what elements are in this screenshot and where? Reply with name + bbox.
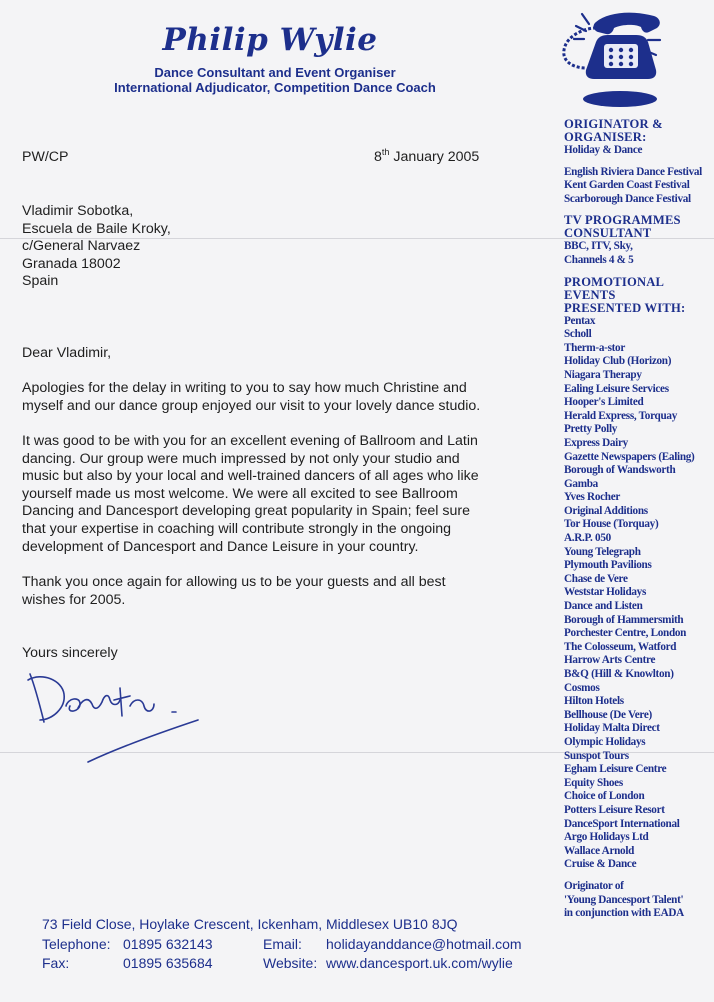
website-label: Website:: [263, 955, 318, 971]
paragraph-line: that your expertise in coaching will contribute strongly in the ongoing: [22, 520, 452, 537]
paragraph-line: music but also by your local and well-trained dancers of all ages who like: [22, 468, 479, 485]
promo-item: Cruise & Dance: [564, 858, 637, 871]
address-line: Granada 18002: [22, 255, 121, 272]
festival-item: Scarborough Dance Festival: [564, 192, 691, 205]
festival-item: English Riviera Dance Festival: [564, 165, 702, 178]
promo-item: Potters Leisure Resort: [564, 803, 665, 816]
promo-item: Chase de Vere: [564, 572, 628, 585]
talent-line: 'Young Dancesport Talent': [564, 893, 684, 906]
promo-item: Gamba: [564, 477, 598, 490]
festival-item: Kent Garden Coast Festival: [564, 179, 690, 192]
promo-item: Hilton Hotels: [564, 695, 624, 708]
promo-item: Wallace Arnold: [564, 844, 635, 857]
promo-item: The Colosseum, Watford: [564, 640, 677, 653]
promo-item: Holiday Malta Direct: [564, 722, 660, 735]
address-line: c/General Narvaez: [22, 238, 141, 255]
promo-item: Sunspot Tours: [564, 749, 629, 762]
telephone-label: Telephone:: [42, 936, 111, 952]
paragraph-line: wishes for 2005.: [22, 591, 126, 608]
promo-item: Olympic Holidays: [564, 735, 646, 748]
promo-item: Scholl: [564, 328, 592, 341]
promo-item: Plymouth Pavilions: [564, 559, 652, 572]
paragraph: [22, 574, 522, 609]
promo-item: Ealing Leisure Services: [564, 382, 669, 395]
sidebar-heading: ORGANISER:: [564, 130, 647, 144]
salutation: Dear Vladimir,: [22, 345, 112, 361]
fax-number: 01895 635684: [123, 955, 213, 971]
paragraph-line: It was good to be with you for an excellent evening of Ballroom and Latin: [22, 433, 478, 449]
promo-item: Express Dairy: [564, 436, 628, 449]
promo-item: Holiday Club (Horizon): [564, 355, 672, 368]
paragraph-line: Thank you once again for allowing us to be your guests and all best: [22, 574, 446, 590]
promo-item: Egham Leisure Centre: [564, 763, 667, 776]
address-line: Spain: [22, 273, 59, 290]
promo-item: Choice of London: [564, 790, 645, 803]
paragraph: [22, 380, 522, 415]
sidebar-heading: PROMOTIONAL EVENTS: [564, 274, 664, 302]
recipient-address: [22, 203, 171, 291]
promo-item: Bellhouse (De Vere): [564, 708, 652, 721]
website-url[interactable]: www.dancesport.uk.com/wylie: [326, 955, 513, 971]
letterhead-subtitle: International Adjudicator, Competition Dance Coach: [114, 80, 436, 95]
paragraph-line: Dancing and Dancesport developing great popularity in Spain; feel sure: [22, 503, 470, 520]
promo-item: Weststar Holidays: [564, 586, 647, 599]
promo-item: Harrow Arts Centre: [564, 654, 656, 667]
tv-list: [564, 240, 714, 267]
tv-item: BBC, ITV, Sky,: [564, 240, 633, 253]
promo-item: Hooper's Limited: [564, 396, 644, 409]
closing: Yours sincerely: [22, 645, 118, 661]
promo-item: Yves Rocher: [564, 491, 621, 504]
promo-item: DanceSport International: [564, 817, 680, 830]
festival-list: [564, 166, 714, 207]
telephone-number: 01895 632143: [123, 936, 213, 952]
promo-item: A.R.P. 050: [564, 532, 611, 545]
promo-item: Young Telegraph: [564, 545, 641, 558]
talent-line: in conjunction with EADA: [564, 907, 684, 920]
letterhead-name: Philip Wylie: [162, 22, 378, 58]
promo-item: B&Q (Hill & Knowlton): [564, 668, 674, 680]
promo-item: Argo Holidays Ltd: [564, 831, 649, 844]
promo-list: [564, 315, 714, 872]
paragraph-line: myself and our dance group enjoyed our visit to your lovely dance studio.: [22, 397, 481, 414]
tv-item: Channels 4 & 5: [564, 253, 634, 266]
promo-item: Herald Express, Torquay: [564, 409, 677, 422]
promo-item: Borough of Wandsworth: [564, 464, 676, 477]
paragraph-line: development of Dancesport and Dance Leisure in your country.: [22, 538, 419, 555]
sidebar-heading: PRESENTED WITH:: [564, 300, 686, 315]
email-label: Email:: [263, 936, 302, 952]
date-day: 8: [374, 149, 382, 165]
address-line: Vladimir Sobotka,: [22, 203, 134, 219]
letter-date: [374, 149, 479, 167]
paragraph-line: yourself made us most welcome. We were all excited to see Ballroom: [22, 485, 458, 502]
sidebar-heading: CONSULTANT: [564, 226, 652, 241]
date-suffix: th: [381, 147, 390, 157]
telephone-logo-icon: [556, 6, 664, 108]
promo-item: Porchester Centre, London: [564, 627, 687, 640]
sidebar-credits: [564, 118, 714, 921]
promo-item: Niagara Therapy: [564, 368, 642, 381]
promo-item: Equity Shoes: [564, 776, 623, 789]
email-address[interactable]: holidayanddance@hotmail.com: [326, 936, 522, 952]
promo-item: Dance and Listen: [564, 600, 643, 613]
sidebar-item: Holiday & Dance: [564, 144, 643, 156]
promo-item: Pretty Polly: [564, 423, 618, 436]
paragraph-line: dancing. Our group were much impressed by not only your studio and: [22, 450, 460, 467]
fax-label: Fax:: [42, 955, 70, 971]
promo-item: Gazette Newspapers (Ealing): [564, 450, 695, 463]
promo-item: Tor House (Torquay): [564, 518, 659, 531]
date-rest: January 2005: [389, 149, 480, 165]
paragraph-line: Apologies for the delay in writing to you to say how much Christine and: [22, 380, 467, 396]
promo-item: Pentax: [564, 314, 596, 327]
talent-note: [564, 880, 714, 921]
signature: [22, 666, 212, 766]
address-line: Escuela de Baile Kroky,: [22, 220, 171, 237]
footer-address: 73 Field Close, Hoylake Crescent, Ickenham, Middlesex UB10 8JQ: [42, 916, 458, 932]
sidebar-heading: ORIGINATOR &: [564, 117, 663, 131]
promo-item: Borough of Hammersmith: [564, 613, 684, 626]
talent-line: Originator of: [564, 879, 624, 892]
paragraph: [22, 433, 522, 556]
promo-item: Original Additions: [564, 504, 648, 517]
promo-item: Therm-a-stor: [564, 341, 626, 354]
promo-item: Cosmos: [564, 681, 600, 694]
sidebar-heading: TV PROGRAMMES: [564, 213, 681, 228]
letterhead-subtitle: Dance Consultant and Event Organiser: [154, 65, 396, 80]
reference: PW/CP: [22, 149, 69, 165]
